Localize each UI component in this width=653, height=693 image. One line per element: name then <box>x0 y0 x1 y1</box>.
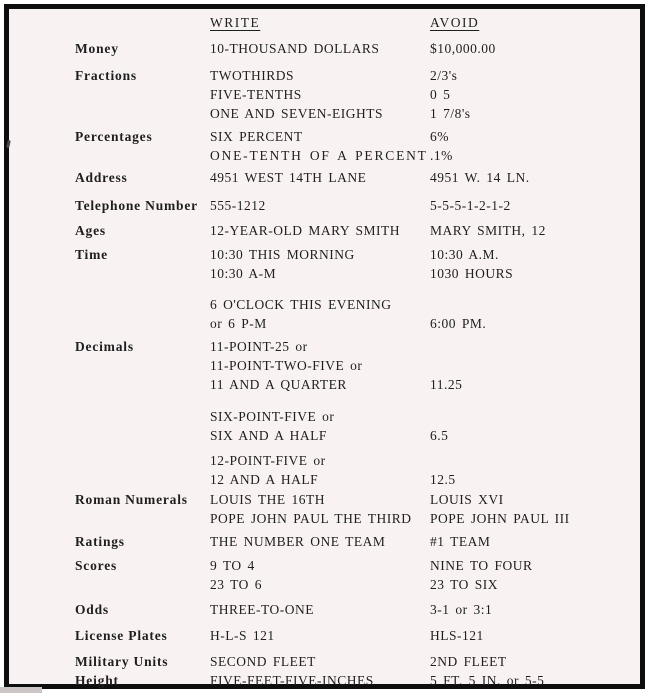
avoid-line: 11.25 <box>430 377 463 392</box>
category-label: Telephone Number <box>75 198 198 213</box>
table-row-time <box>75 245 641 283</box>
avoid-line: 4951 W. 14 LN. <box>430 170 530 185</box>
category-label: Odds <box>75 602 109 617</box>
table-row-telephone <box>75 196 641 215</box>
avoid-line: NINE TO FOUR <box>430 558 533 573</box>
avoid-line: 10:30 A.M. <box>430 247 499 262</box>
avoid-line: 6.5 <box>430 428 449 443</box>
write-line: ONE AND SEVEN-EIGHTS <box>210 106 383 121</box>
avoid-line: LOUIS XVI <box>430 492 504 507</box>
category-label: Decimals <box>75 339 134 354</box>
category-label: Roman Numerals <box>75 492 188 507</box>
avoid-line: .1% <box>430 148 453 163</box>
table-row-decimals-twelve <box>75 451 641 489</box>
table-row-money <box>75 39 641 58</box>
table-row-scores <box>75 556 641 594</box>
write-line: 10:30 THIS MORNING <box>210 247 355 262</box>
avoid-line: $10,000.00 <box>430 41 496 56</box>
category-label: Scores <box>75 558 118 573</box>
write-line: 6 O'CLOCK THIS EVENING <box>210 297 392 312</box>
write-line: 9 TO 4 <box>210 558 255 573</box>
write-line: THE NUMBER ONE TEAM <box>210 534 386 549</box>
write-line: 4951 WEST 14TH LANE <box>210 170 367 185</box>
avoid-line: 1 7/8's <box>430 106 471 121</box>
table-row-license-plates <box>75 626 641 645</box>
table-row-percentages <box>75 127 641 165</box>
category-label: Money <box>75 41 119 56</box>
table-row-odds <box>75 600 641 619</box>
write-line: SIX PERCENT <box>210 129 303 144</box>
write-line: TWOTHIRDS <box>210 68 294 83</box>
category-label: Ages <box>75 223 106 238</box>
write-line: SECOND FLEET <box>210 654 316 669</box>
write-line: 23 TO 6 <box>210 577 263 592</box>
category-label: Height <box>75 673 119 688</box>
avoid-line: 6% <box>430 129 449 144</box>
column-header-avoid: AVOID <box>430 15 480 30</box>
table-row-time-evening <box>75 295 641 333</box>
category-label: License Plates <box>75 628 168 643</box>
avoid-line: MARY SMITH, 12 <box>430 223 546 238</box>
write-line: SIX-POINT-FIVE or <box>210 409 335 424</box>
avoid-line <box>430 337 641 356</box>
write-line: 555-1212 <box>210 198 266 213</box>
table-row-fractions <box>75 66 641 123</box>
category-label: Percentages <box>75 129 153 144</box>
avoid-line: #1 TEAM <box>430 534 491 549</box>
write-line: ONE-TENTH OF A PERCENT <box>210 148 428 163</box>
column-header-write: WRITE <box>210 15 261 30</box>
avoid-line <box>430 295 641 314</box>
write-line: 10:30 A-M <box>210 266 277 281</box>
write-line: SIX AND A HALF <box>210 428 327 443</box>
avoid-line: 2ND FLEET <box>430 654 507 669</box>
write-line: 11 AND A QUARTER <box>210 377 347 392</box>
avoid-line: POPE JOHN PAUL III <box>430 511 570 526</box>
write-line: 10-THOUSAND DOLLARS <box>210 41 380 56</box>
table-row-roman-numerals <box>75 490 641 528</box>
write-line: 11-POINT-TWO-FIVE or <box>210 358 363 373</box>
write-line: H-L-S 121 <box>210 628 275 643</box>
table-row-ratings <box>75 532 641 551</box>
avoid-line: HLS-121 <box>430 628 484 643</box>
category-label: Ratings <box>75 534 125 549</box>
write-line: LOUIS THE 16TH <box>210 492 325 507</box>
avoid-line: 12.5 <box>430 472 456 487</box>
table-row-military-units <box>75 652 641 671</box>
write-line: 11-POINT-25 or <box>210 339 308 354</box>
avoid-line: 5-5-5-1-2-1-2 <box>430 198 511 213</box>
avoid-line: 5 FT. 5 IN. or 5-5 <box>430 673 545 688</box>
table-header-row <box>75 13 641 32</box>
avoid-line: 3-1 or 3:1 <box>430 602 493 617</box>
avoid-line <box>430 451 641 470</box>
write-line: FIVE-TENTHS <box>210 87 302 102</box>
avoid-line: 6:00 PM. <box>430 316 487 331</box>
write-line: THREE-TO-ONE <box>210 602 314 617</box>
write-line: 12 AND A HALF <box>210 472 319 487</box>
write-line: or 6 P-M <box>210 316 267 331</box>
avoid-line: 23 TO SIX <box>430 577 499 592</box>
category-label: Time <box>75 247 108 262</box>
write-line: 12-YEAR-OLD MARY SMITH <box>210 223 400 238</box>
category-label: Fractions <box>75 68 137 83</box>
table-row-address <box>75 168 641 187</box>
avoid-line <box>430 356 641 375</box>
style-guide-table <box>9 9 641 690</box>
write-line: 12-POINT-FIVE or <box>210 453 326 468</box>
table-row-height <box>75 671 641 690</box>
write-line: FIVE-FEET-FIVE-INCHES <box>210 673 374 688</box>
table-row-decimals-six <box>75 407 641 445</box>
avoid-line <box>430 407 641 426</box>
category-label: Military Units <box>75 654 169 669</box>
avoid-line: 2/3's <box>430 68 458 83</box>
table-row-decimals <box>75 337 641 394</box>
table-row-ages <box>75 221 641 240</box>
write-line: POPE JOHN PAUL THE THIRD <box>210 511 412 526</box>
avoid-line: 0 5 <box>430 87 451 102</box>
avoid-line: 1030 HOURS <box>430 266 514 281</box>
category-label: Address <box>75 170 128 185</box>
